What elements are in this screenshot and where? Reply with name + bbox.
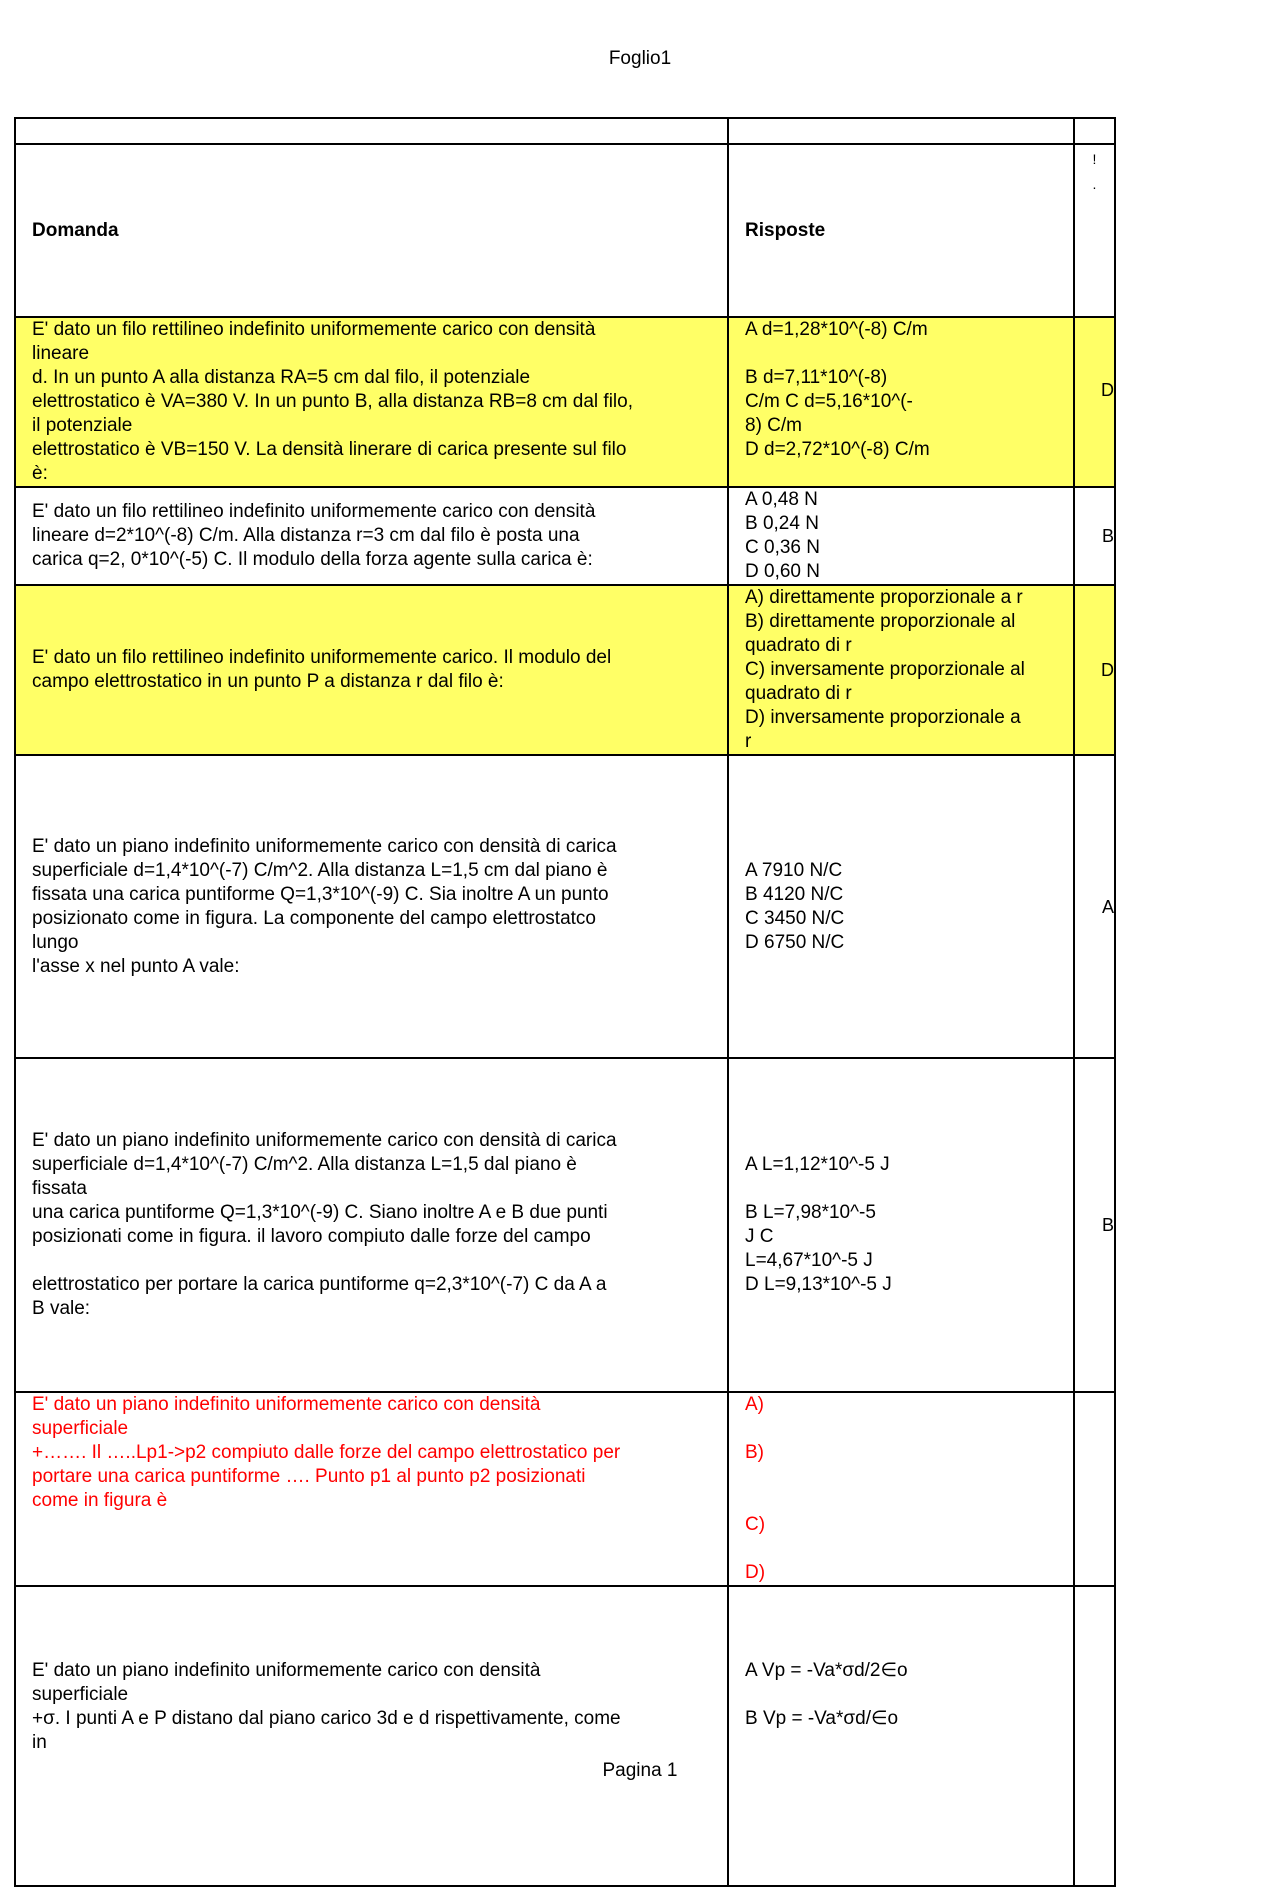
answer-line: C 0,36 N — [745, 537, 820, 558]
blank-cell — [1074, 118, 1115, 144]
question-cell — [15, 755, 728, 1058]
answer-line: J C — [745, 1226, 774, 1247]
answer-line: D d=2,72*10^(-8) C/m — [745, 439, 930, 460]
answers-cell — [728, 1392, 1074, 1586]
answer-line: C 3450 N/C — [745, 907, 845, 929]
question-line: E' dato un piano indefinito uniformemente carico con densità — [32, 1394, 541, 1415]
answer-line: A 0,48 N — [745, 489, 818, 510]
question-line: fissata — [32, 1178, 87, 1199]
table-row — [15, 585, 1115, 755]
question-line: E' dato un piano indefinito uniformemente carico con densità — [32, 1660, 541, 1681]
question-line: lineare d=2*10^(-8) C/m. Alla distanza r=3 cm dal filo è posta una — [32, 525, 580, 546]
question-line: in — [32, 1732, 47, 1753]
question-line: una carica puntiforme Q=1,3*10^(-9) C. Siano inoltre A e B due punti — [32, 1202, 608, 1223]
question-cell — [15, 1058, 728, 1392]
answer-line: B Vp = -Va*σd/∈o — [745, 1708, 899, 1729]
question-line: +σ. I punti A e P distano dal piano carico 3d e d rispettivamente, come — [32, 1708, 621, 1729]
question-line: elettrostatico è VA=380 V. In un punto B, alla distanza RB=8 cm dal filo, — [32, 391, 633, 412]
table-row-blank — [15, 118, 1115, 144]
answer-line: A) direttamente proporzionale a r — [745, 587, 1023, 608]
answer-line: B) direttamente proporzionale al — [745, 611, 1016, 632]
answer-line: A Vp = -Va*σd/2∈o — [745, 1660, 908, 1681]
question-line: superficiale d=1,4*10^(-7) C/m^2. Alla distanza L=1,5 cm dal piano è — [32, 859, 608, 881]
answer-key: B — [1074, 1058, 1115, 1392]
question-line: superficiale — [32, 1418, 129, 1439]
answer-line: A) — [745, 1394, 764, 1415]
question-cell — [15, 1586, 728, 1886]
answer-line: L=4,67*10^-5 J — [745, 1250, 873, 1271]
column-header-marks — [1074, 144, 1115, 317]
question-line: E' dato un filo rettilineo indefinito uniformemente carico. Il modulo del — [32, 647, 612, 668]
question-line: elettrostatico per portare la carica puntiforme q=2,3*10^(-7) C da A a — [32, 1274, 607, 1295]
question-line: lineare — [32, 343, 90, 364]
column-header-answers: Risposte — [728, 144, 1074, 317]
answer-line: D) inversamente proporzionale a — [745, 707, 1021, 728]
question-line: portare una carica puntiforme …. Punto p1 al punto p2 posizionati — [32, 1466, 586, 1487]
answers-cell — [728, 1586, 1074, 1886]
question-line: B vale: — [32, 1298, 91, 1319]
question-line: carica q=2, 0*10^(-5) C. Il modulo della forza agente sulla carica è: — [32, 549, 593, 570]
answers-cell — [728, 755, 1074, 1058]
answer-line: A L=1,12*10^-5 J — [745, 1154, 890, 1175]
table-row — [15, 317, 1115, 487]
answer-spacer — [745, 1177, 1057, 1201]
answer-line: C) inversamente proporzionale al — [745, 659, 1025, 680]
answer-spacer — [745, 1465, 1057, 1489]
question-cell — [15, 1392, 728, 1586]
answer-line: quadrato di r — [745, 683, 852, 704]
answer-line: A 7910 N/C — [745, 859, 843, 881]
table-header-row — [15, 144, 1115, 317]
answer-key: A — [1074, 755, 1115, 1058]
answer-line: B L=7,98*10^-5 — [745, 1202, 876, 1223]
question-cell — [15, 317, 728, 487]
question-line: elettrostatico è VB=150 V. La densità linerare di carica presente sul filo — [32, 439, 627, 460]
question-line: E' dato un piano indefinito uniformemente carico con densità di carica — [32, 835, 617, 857]
answer-line: B 0,24 N — [745, 513, 819, 534]
question-cell — [15, 487, 728, 585]
table-row — [15, 755, 1115, 1058]
question-line: +……. Il …..Lp1->p2 compiuto dalle forze del campo elettrostatico per — [32, 1442, 621, 1463]
table-row — [15, 1392, 1115, 1586]
blank-cell — [15, 118, 728, 144]
question-line: come in figura è — [32, 1490, 168, 1511]
blank-cell — [728, 118, 1074, 144]
question-line: campo elettrostatico in un punto P a distanza r dal filo è: — [32, 671, 504, 692]
table-row — [15, 1586, 1115, 1886]
answer-key — [1074, 1586, 1115, 1886]
answer-line: D L=9,13*10^-5 J — [745, 1274, 892, 1295]
answer-line: C/m C d=5,16*10^(- — [745, 391, 913, 412]
answer-key: D — [1074, 317, 1115, 487]
answers-cell — [728, 585, 1074, 755]
question-line: E' dato un piano indefinito uniformemente carico con densità di carica — [32, 1130, 617, 1151]
question-table-container — [14, 117, 1114, 1753]
question-line: d. In un punto A alla distanza RA=5 cm dal filo, il potenziale — [32, 367, 531, 388]
answers-cell — [728, 317, 1074, 487]
question-line: superficiale d=1,4*10^(-7) C/m^2. Alla distanza L=1,5 dal piano è — [32, 1154, 577, 1175]
answer-spacer — [745, 342, 1057, 366]
answers-cell — [728, 487, 1074, 585]
answer-key — [1074, 1392, 1115, 1586]
question-line: lungo — [32, 931, 79, 953]
answer-line: C) — [745, 1514, 766, 1535]
answer-key: D — [1074, 585, 1115, 755]
question-line: fissata una carica puntiforme Q=1,3*10^(-9) C. Sia inoltre A un punto — [32, 883, 609, 905]
question-spacer — [32, 1249, 711, 1273]
answer-line: D 0,60 N — [745, 561, 820, 582]
answer-line: D 6750 N/C — [745, 931, 845, 953]
question-line: il potenziale — [32, 415, 133, 436]
answer-line: quadrato di r — [745, 635, 852, 656]
answer-line: r — [745, 731, 752, 752]
answer-line: B 4120 N/C — [745, 883, 844, 905]
question-line: E' dato un filo rettilineo indefinito uniformemente carico con densità — [32, 319, 596, 340]
sheet-name-header: Foglio1 — [608, 48, 672, 69]
table-row — [15, 1058, 1115, 1392]
answer-line: D) — [745, 1562, 766, 1583]
answers-cell — [728, 1058, 1074, 1392]
answer-line: B d=7,11*10^(-8) — [745, 367, 888, 388]
mark-glyph: ! — [1092, 151, 1097, 167]
answer-key: B — [1074, 487, 1115, 585]
question-line: posizionato come in figura. La componente del campo elettrostatco — [32, 907, 596, 929]
answer-line: B) — [745, 1442, 764, 1463]
answer-line: 8) C/m — [745, 415, 802, 436]
question-line: è: — [32, 463, 48, 484]
question-line: superficiale — [32, 1684, 129, 1705]
question-line: E' dato un filo rettilineo indefinito uniformemente carico con densità — [32, 501, 596, 522]
answer-spacer — [745, 1417, 1057, 1441]
question-cell — [15, 585, 728, 755]
answer-line: A d=1,28*10^(-8) C/m — [745, 319, 928, 340]
page-number-footer: Pagina 1 — [602, 1760, 678, 1781]
question-line: posizionati come in figura. il lavoro compiuto dalle forze del campo — [32, 1226, 591, 1247]
question-line: l'asse x nel punto A vale: — [32, 955, 240, 977]
answer-spacer — [745, 1489, 1057, 1513]
answer-spacer — [745, 1537, 1057, 1561]
question-table — [14, 117, 1116, 1887]
answer-spacer — [745, 1683, 1057, 1707]
column-header-question: Domanda — [15, 144, 728, 317]
mark-glyph: · — [1092, 179, 1097, 195]
table-row — [15, 487, 1115, 585]
